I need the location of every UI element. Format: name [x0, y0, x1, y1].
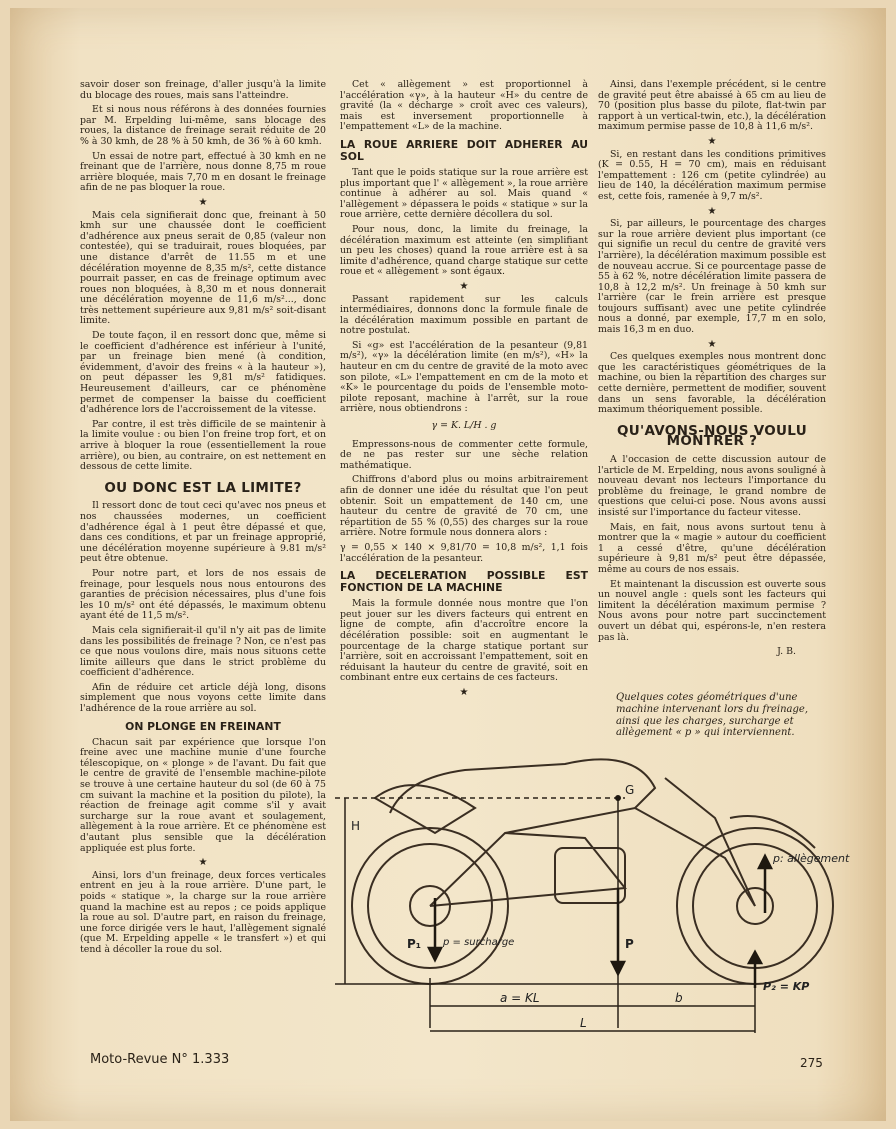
- label-b: b: [675, 991, 683, 1005]
- label-p-allegement: p: allègement: [773, 852, 850, 865]
- formula: γ = K. L/H . g: [431, 420, 497, 432]
- column-3: [598, 80, 826, 658]
- paragraph: Si, par ailleurs, le pourcentage des charges sur la roue arrière devient plus important (ce qui signifie un recul du centre de gravité vers l'arrière), la décélération maximum possible est de nouveau accrue. Si ce pourcentage passe de 55 à 62 %, notre décélération limite passera de 10,8 à 12,2 m/s². Un freinage à 50 kmh sur l'arrière (car le frein arrière est presque toujours suffisant) avec une petite cylindrée nous a donné, par exemple, 17,7 m en solo, mais 16,3 m en duo.: [598, 218, 826, 336]
- paragraph: Pour nous, donc, la limite du freinage, la décélération maximum est atteinte (en simplifiant un peu les choses) quand la roue arrière est à sa limite d'adhérence, quand charge statique sur cette roue et « allègement » sont égaux.: [340, 223, 588, 278]
- section-heading: QU'AVONS-NOUS VOULU MONTRER ?: [616, 422, 807, 450]
- paragraph: Et maintenant la discussion est ouverte sous un nouvel angle : quels sont les facteurs qui limitent la décélération maximum permise ? Nous avons pour notre part succinctement ouvert un débat qui, espérons-le, n'en restera pas là.: [598, 578, 826, 643]
- paragraph: Cet « allègement » est proportionnel à l'accélération «γ», à la hauteur «H» du centre de gravité (la « décharge » croît avec ces valeurs), mais est inversement proportionnelle à l'empattement «L» de la machine.: [340, 79, 588, 133]
- paragraph: Par contre, il est très difficile de se maintenir à la limite voulue : ou bien l'on freine trop fort, et on arrive à bloquer la roue (essentiellement la roue arrière), ou bien, au contraire, on est nettement en dessous de cette limite.: [80, 418, 326, 473]
- paragraph: Chacun sait par expérience que lorsque l'on freine avec une machine munie d'une fourche télescopique, on « plonge » de l'avant. Du fait que le centre de gravité de l'ensemble machine-pilote se trouve à une certaine hauteur du sol (de 60 à 75 cm suivant la machine et la position du pilote), la réaction de freinage agit comme s'il y avait surcharge sur la roue avant et soulagement, allègement à la roue arrière. Et ce phénomène est d'autant plus sensible que la décélération appliquée est plus forte.: [80, 736, 326, 854]
- label-p-surcharge: p = surcharge: [443, 937, 515, 948]
- paragraph: Tant que le poids statique sur la roue arrière est plus important que l' « allègement », la roue arrière continue à adhérer au sol. Mais quand « l'allègement » dépassera le poids « statique » sur la roue arrière, cette dernière décollera du sol.: [340, 166, 588, 221]
- paragraph: Mais, en fait, nous avons surtout tenu à montrer que la « magie » autour du coefficient 1 a cessé d'être, qu'une décélération supérieure à 9,81 m/s² peut être dépassée, même au cours de nos essais.: [598, 521, 826, 575]
- motorcycle-diagram: [335, 738, 850, 1050]
- footer-magazine: Moto-Revue N° 1.333: [90, 1052, 230, 1067]
- section-heading: ON PLONGE EN FREINANT: [125, 719, 281, 733]
- label-p: P: [625, 937, 634, 951]
- star-separator: ★: [198, 857, 208, 869]
- column-2: [340, 80, 588, 701]
- section-heading: OU DONC EST LA LIMITE?: [104, 479, 302, 496]
- label-p2: P₂ = KP: [763, 980, 810, 993]
- paragraph: Mais cela signifierait-il qu'il n'y ait pas de limite dans les possibilités de freinage ? Non, ce n'est pas ce que nous voulons dire, mais nous situons cette limite ailleurs que dans le strict problème du coefficient d'adhérence.: [80, 624, 326, 679]
- paragraph: Empressons-nous de commenter cette formule, de ne pas rester sur une sèche relation mathématique.: [340, 438, 588, 471]
- star-separator: ★: [707, 135, 717, 147]
- label-l: L: [580, 1016, 587, 1030]
- label-h: H: [351, 819, 361, 833]
- paragraph: Ainsi, dans l'exemple précédent, si le centre de gravité peut être abaissé à 65 cm au lieu de 70 (position plus basse du pilote, flat-twin par rapport à un vertical-twin, etc.), la décélération maximum permise passe de 10,8 à 11,6 m/s².: [598, 79, 826, 133]
- section-heading: LA DECELERATION POSSIBLE EST FONCTION DE LA MACHINE: [340, 569, 588, 595]
- label-a: a = KL: [500, 991, 540, 1005]
- star-separator: ★: [707, 205, 717, 217]
- paragraph: γ = 0,55 × 140 × 9,81/70 = 10,8 m/s², 1,1 fois l'accélération de la pesanteur.: [340, 541, 588, 564]
- figure-caption: Quelques cotes géométriques d'une machine intervenant lors du freinage, ainsi que les charges, surcharge et allègement « p » qui interviennent.: [616, 692, 809, 739]
- paragraph: Passant rapidement sur les calculs intermédiaires, donnons donc la formule finale de la décélération maximum possible en partant de notre postulat.: [340, 293, 588, 337]
- star-separator: ★: [459, 280, 469, 292]
- paragraph: Si, en restant dans les conditions primitives (K = 0.55, H = 70 cm), mais en réduisant l'empattement : 126 cm (petite cylindrée) au lieu de 140, la décélération maximum permise est, cette fois, ramenée à 9,7 m/s².: [598, 148, 826, 202]
- star-separator: ★: [198, 196, 208, 208]
- paragraph: Pour notre part, et lors de nos essais de freinage, pour lesquels nous nous entourons des garanties de précision nécessaires, plus d'une fois les 10 m/s² ont été dépassés, le maximum obtenu ayant été de 11,5 m/s².: [80, 567, 326, 622]
- paragraph: Et si nous nous référons à des données fournies par M. Erpelding lui-même, sans blocage des roues, la distance de freinage serait réduite de 20 % à 30 kmh, de 28 % à 50 kmh, de 36 % à 60 kmh.: [80, 104, 326, 147]
- label-p1: P₁: [407, 937, 422, 951]
- paragraph: Il ressort donc de tout ceci qu'avec nos pneus et nos chaussées modernes, un coefficient d'adhérence égal à 1 peut être dépassé et que, dans ces conditions, et par un freinage approprié, une décélération moyenne supérieure à 9.81 m/s² peut être obtenue.: [80, 500, 326, 565]
- paragraph: Chiffrons d'abord plus ou moins arbitrairement afin de donner une idée du résultat que l'on peut obtenir. Soit un empattement de 140 cm, une hauteur du centre de gravité de 70 cm, une répartition de 55 % (0,55) des charges sur la roue arrière. Notre formule nous donnera alors :: [340, 474, 588, 539]
- star-separator: ★: [459, 686, 469, 698]
- footer-page-number: 275: [800, 1056, 823, 1070]
- paragraph: savoir doser son freinage, d'aller jusqu'à la limite du blocage des roues, mais sans l'atteindre.: [80, 79, 326, 101]
- author-signature: J. B.: [777, 646, 796, 658]
- paragraph: De toute façon, il en ressort donc que, même si le coefficient d'adhérence est inférieur à l'unité, par un freinage bien mené (à condition, évidemment, d'avoir des freins « à la hauteur »), on peut dépasser les 9,81 m/s² fatidiques. Heureusement d'ailleurs, car ce phénomène permet de compenser la baisse du coefficient d'adhérence lors de l'accroissement de la vitesse.: [80, 330, 326, 416]
- section-heading: LA ROUE ARRIERE DOIT ADHERER AU SOL: [340, 137, 588, 163]
- label-g: G: [625, 783, 635, 797]
- paragraph: Ces quelques exemples nous montrent donc que les caractéristiques géométriques de la machine, ou bien la répartition des charges sur cette dernière, permettent de modifier, souvent dans un sens favorable, la décélération maximum théoriquement possible.: [598, 351, 826, 416]
- paragraph: Un essai de notre part, effectué à 30 kmh en ne freinant que de l'arrière, nous donne 8,75 m roue arrière bloquée, mais 7,70 m en dosant le freinage afin de ne pas bloquer la roue.: [80, 150, 326, 194]
- paragraph: Ainsi, lors d'un freinage, deux forces verticales entrent en jeu à la roue arrière. D'une part, le poids « statique », la charge sur la roue arrière quand la machine est au repos ; ce poids applique la roue au sol. D'autre part, en raison du freinage, une force dirigée vers le haut, l'allègement signalé (que M. Erpelding appelle « le transfert ») et qui tend à décoller la roue du sol.: [80, 869, 326, 955]
- column-1: [80, 80, 326, 960]
- paragraph: Si «g» est l'accélération de la pesanteur (9,81 m/s²), «γ» la décélération limite (en m/s²), «H» la hauteur en cm du centre de gravité de la moto avec son pilote, «L» l'empattement en cm de la moto et «K» le pourcentage du poids de l'ensemble moto-pilote reposant, machine à l'arrêt, sur la roue arrière, nous obtiendrons :: [340, 339, 588, 415]
- paragraph: Mais cela signifierait donc que, freinant à 50 kmh sur une chaussée dont le coefficient d'adhérence aux pneus serait de 0,85 (valeur non contestée), qui se traduirait, roues bloquées, par une distance d'arrêt de 11.55 m et une décélération moyenne de 8,35 m/s², cette distance pourrait passer, en cas de freinage optimum avec roues non bloquées, à 8,30 m et nous donnerait une décélération moyenne de 11,6 m/s²..., donc très nettement supérieure aux 9,81 m/s² soit-disant limite.: [80, 209, 326, 327]
- star-separator: ★: [707, 338, 717, 350]
- paragraph: A l'occasion de cette discussion autour de l'article de M. Erpelding, nous avons souligné à nouveau devant nos lecteurs l'importance du problème du freinage, le grand nombre de questions que celui-ci pose. Nous avons aussi insisté sur l'importance du facteur vitesse.: [598, 454, 826, 518]
- paragraph: Mais la formule donnée nous montre que l'on peut jouer sur les divers facteurs qui entrent en ligne de compte, afin d'accroître encore la décélération possible: soit en augmentant le pourcentage de la charge statique portant sur l'arrière, soit en accroissant l'empattement, soit en réduisant la hauteur du centre de gravité, soit en combinant entre eux certains de ces facteurs.: [340, 598, 588, 684]
- paragraph: Afin de réduire cet article déjà long, disons simplement que nous voyons cette limite dans l'adhérence de la roue arrière au sol.: [80, 681, 326, 715]
